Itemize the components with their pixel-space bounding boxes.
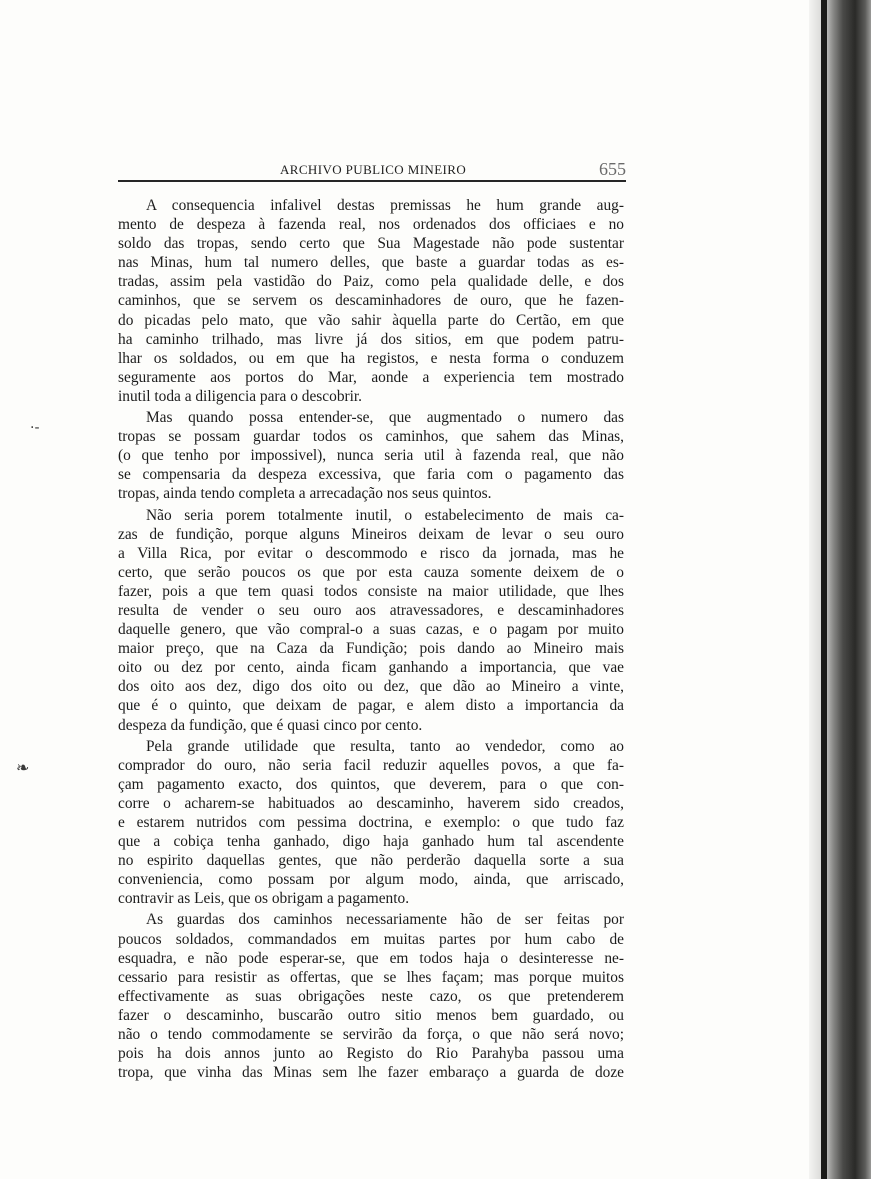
body-text bbox=[118, 196, 624, 1082]
text-line: zas de fundição, porque alguns Mineiros deixam de levar o seu ouro bbox=[118, 525, 624, 543]
text-line: A consequencia infalivel destas premissas he hum grande aug- bbox=[146, 197, 624, 214]
text-line: Pela grande utilidade que resulta, tanto ao vendedor, como ao bbox=[146, 737, 624, 755]
text-line: a Villa Rica, por evitar o descommodo e risco da jornada, mas he bbox=[118, 544, 624, 562]
text-line: tropas se possam guardar todos os caminhos, que sahem das Minas, bbox=[118, 428, 624, 446]
text-line: effectivamente as suas obrigações neste cazo, os que pretenderem bbox=[118, 987, 624, 1005]
text-line: que a cobiça tenha ganhado, digo haja ganhado hum tal ascendente bbox=[118, 833, 624, 851]
text-line: tropas, ainda tendo completa a arrecadação nos seus quintos. bbox=[118, 485, 492, 503]
text-line: poucos soldados, commandados em muitas partes por hum cabo de bbox=[118, 930, 624, 948]
text-line: conveniencia, como possam por algum modo, ainda, que arriscado, bbox=[118, 871, 624, 889]
text-line: não o tendo commodamente se servirão da força, o que não será novo; bbox=[118, 1026, 624, 1044]
paragraph bbox=[118, 506, 624, 735]
text-line: nas Minas, hum tal numero delles, que baste a guardar todas as es- bbox=[118, 254, 624, 272]
text-line: Mas quando possa entender-se, que augmentado o numero das bbox=[146, 409, 624, 427]
text-line: Não seria porem totalmente inutil, o estabelecimento de mais ca- bbox=[146, 506, 624, 524]
text-line: daquelle genero, que vão compral-o a suas cazas, e o pagam por muito bbox=[118, 621, 624, 639]
paragraph bbox=[118, 408, 624, 503]
text-line: ha caminho trilhado, mas livre já dos sitios, em que podem patru- bbox=[118, 330, 624, 348]
page-number: 655 bbox=[599, 159, 626, 179]
text-line: e estarem nutridos com pessima doctrina, e exemplo: o que tudo faz bbox=[118, 814, 624, 831]
text-line: corre o acharem-se habituados ao descaminho, haverem sido creados, bbox=[118, 794, 624, 812]
binding-shadow-line bbox=[821, 0, 827, 1179]
text-line: pois ha dois annos junto ao Registo do Rio Parahyba passou uma bbox=[118, 1045, 624, 1063]
text-line: As guardas dos caminhos necessariamente hão de ser feitas por bbox=[146, 911, 624, 929]
paragraph bbox=[118, 910, 624, 1082]
text-line: dos oito aos dez, digo dos oito ou dez, que dão ao Mineiro a vinte, bbox=[118, 678, 624, 696]
text-line: tradas, assim pela vastidão do Paiz, como pela qualidade delle, e dos bbox=[118, 273, 624, 291]
text-line: inutil toda a diligencia para o descobrir. bbox=[118, 387, 363, 405]
text-line: maior preço, que na Caza da Fundição; pois dando ao Mineiro mais bbox=[118, 640, 624, 658]
text-line: caminhos, que se servem os descaminhadores de ouro, que he fazen- bbox=[118, 292, 624, 310]
text-line: çam pagamento exacto, dos quintos, que deverem, para o que con- bbox=[118, 775, 624, 793]
text-line: contravir as Leis, que os obrigam a pagamento. bbox=[118, 890, 410, 908]
text-line: oito ou dez por cento, ainda ficam ganhando a importancia, que vae bbox=[118, 659, 624, 677]
text-line: do picadas pelo mato, que vão sahir àquella parte do Certão, em que bbox=[118, 311, 624, 329]
text-line: no espirito daquellas gentes, que não perderão daquella sorte a sua bbox=[118, 852, 624, 870]
margin-mark-dot: ·- bbox=[30, 420, 40, 436]
text-line: que é o quinto, que deixam de pagar, e alem disto a importancia da bbox=[118, 697, 624, 715]
header-rule bbox=[118, 180, 626, 182]
text-line: resulta de vender o seu ouro aos atravessadores, e descaminhadores bbox=[118, 601, 624, 619]
text-line: seguramente aos portos do Mar, aonde a experiencia tem mostrado bbox=[118, 368, 624, 386]
text-line: esquadra, e não pode esperar-se, que em todos haja o desinteresse ne- bbox=[118, 949, 624, 967]
text-line: se compensaria da despeza excessiva, que faria com o pagamento das bbox=[118, 466, 624, 484]
header-title: ARCHIVO PUBLICO MINEIRO bbox=[280, 162, 467, 177]
page-binding-edge bbox=[809, 0, 871, 1179]
text-line: cessario para resistir as offertas, que se lhes façam; mas porque muitos bbox=[118, 968, 624, 986]
running-header bbox=[118, 158, 630, 180]
text-line: lhar os soldados, ou em que ha registos, e nesta forma o conduzem bbox=[118, 349, 624, 367]
text-line: soldo das tropas, sendo certo que Sua Magestade não pode sustentar bbox=[118, 235, 624, 253]
text-line: fazer o descaminho, buscarão outro sitio menos bem guardado, ou bbox=[118, 1006, 624, 1024]
text-line: certo, que serão poucos os que por esta cauza somente deixem de o bbox=[118, 563, 624, 581]
margin-mark-ornament: ❧ bbox=[16, 758, 30, 777]
text-line: (o que tenho por impossivel), nunca seria util à fazenda real, que não bbox=[118, 447, 624, 465]
text-line: mento de despeza à fazenda real, nos ordenados dos officiaes e no bbox=[118, 216, 624, 234]
paragraph bbox=[118, 737, 624, 909]
text-line: comprador do ouro, não seria facil reduzir aquelles povos, a que fa- bbox=[118, 756, 624, 774]
text-line: despeza da fundição, que é quasi cinco por cento. bbox=[118, 716, 423, 734]
paragraph bbox=[118, 196, 624, 406]
text-line: tropa, que vinha das Minas sem lhe fazer embaraço a guarda de doze bbox=[118, 1064, 624, 1082]
text-line: fazer, pois a que tem quasi todos consiste na maior utilidade, que lhes bbox=[118, 582, 624, 600]
